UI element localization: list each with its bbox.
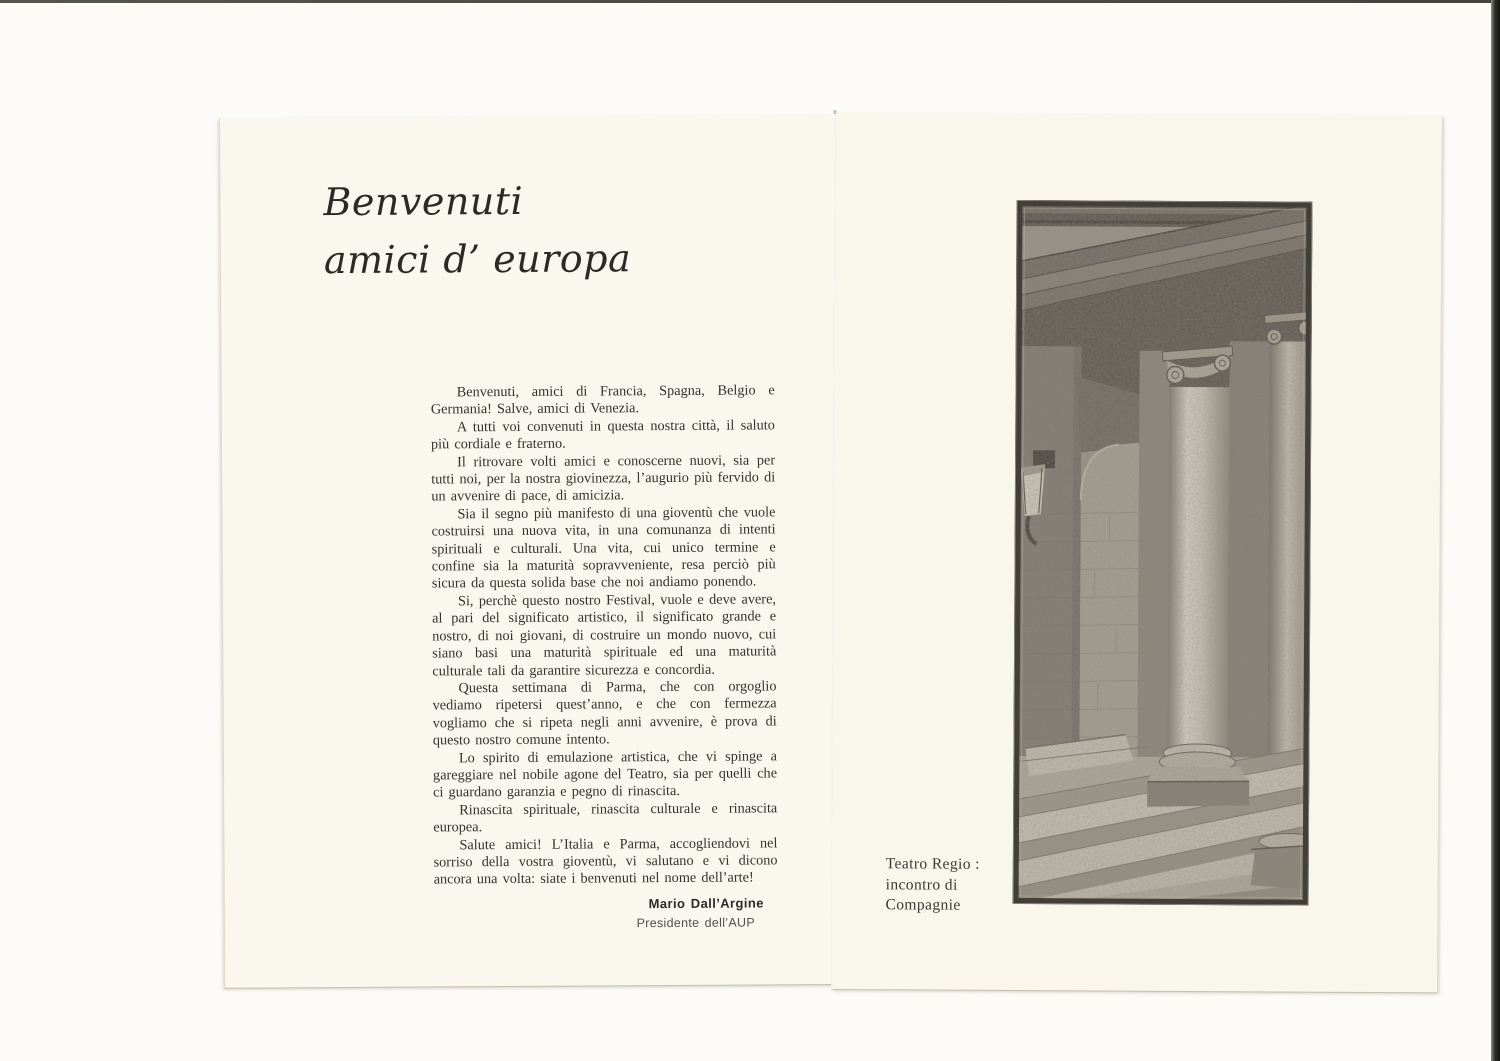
teatro-regio-illustration: [1013, 200, 1313, 906]
paragraph: Il ritrovare volti amici e conoscerne nuovi, sia per tutti noi, per la nostra giovinezza, l’augurio più fervido di un avvenire di pace, di amicizia.: [431, 452, 776, 505]
paragraph: Lo spirito di emulazione artistica, che vi spinge a gareggiare nel nobile agone del Teatro, sia per quelli che ci guardano garanzia e pegno di rinascita.: [432, 747, 778, 801]
paragraph: Si, perchè questo nostro Festival, vuole e deve avere, al pari del significato artistico, il significato grande e nostro, di noi giovani, di costruire un mondo nuovo, cui siano basi una maturità spirituale ed una maturità culturale tali da garantire sicurezza e concordia.: [432, 591, 777, 679]
right-page: [831, 112, 1442, 992]
caption-line-1: Teatro Regio :: [885, 855, 980, 873]
paragraph: Sia il segno più manifesto di una gioventù che vuole costruirsi una nuova vita, in una comunanza di intenti spirituali e culturali. Una vita, cui unico termine e confine sia la maturità sopravveniente, resa perciò più sicura da questa solida base che noi andiamo ponendo.: [431, 504, 776, 592]
left-page: [219, 114, 841, 988]
scanner-right-edge: [1491, 0, 1500, 1061]
illustration-caption: [886, 854, 980, 916]
caption-line-2: incontro di: [885, 875, 958, 894]
signature-role: Presidente dell’AUP: [636, 915, 755, 931]
page-title-line-1: Benvenuti: [323, 178, 524, 225]
page-title-line-2: amici d’ europa: [323, 236, 632, 283]
paragraph: A tutti voi convenuti in questa nostra città, il saluto più cordiale e fraterno.: [430, 417, 775, 453]
scanner-top-edge: [0, 0, 1500, 3]
paragraph: Benvenuti, amici di Francia, Spagna, Belgio e Germania! Salve, amici di Venezia.: [430, 382, 775, 418]
page-title: [323, 171, 631, 289]
paragraph: Salute amici! L’Italia e Parma, accogliendovi nel sorriso della vostra gioventù, vi salutano e vi dicono ancora una volta: siate i benvenuti nel nome dell’arte!: [433, 834, 778, 888]
caption-line-3: Compagnie: [885, 896, 961, 914]
paragraph: Questa settimana di Parma, che con orgoglio vediamo ripetersi quest’anno, e che con fermezza vogliamo che si ripeta negli anni avvenire, è prova di questo nostro comune intento.: [432, 678, 777, 749]
illustration-frame: [1013, 200, 1313, 906]
signature-name: Mario Dall’Argine: [648, 895, 764, 911]
welcome-letter: [431, 382, 778, 934]
paragraph: Rinascita spirituale, rinascita culturale e rinascita europea.: [433, 800, 778, 836]
